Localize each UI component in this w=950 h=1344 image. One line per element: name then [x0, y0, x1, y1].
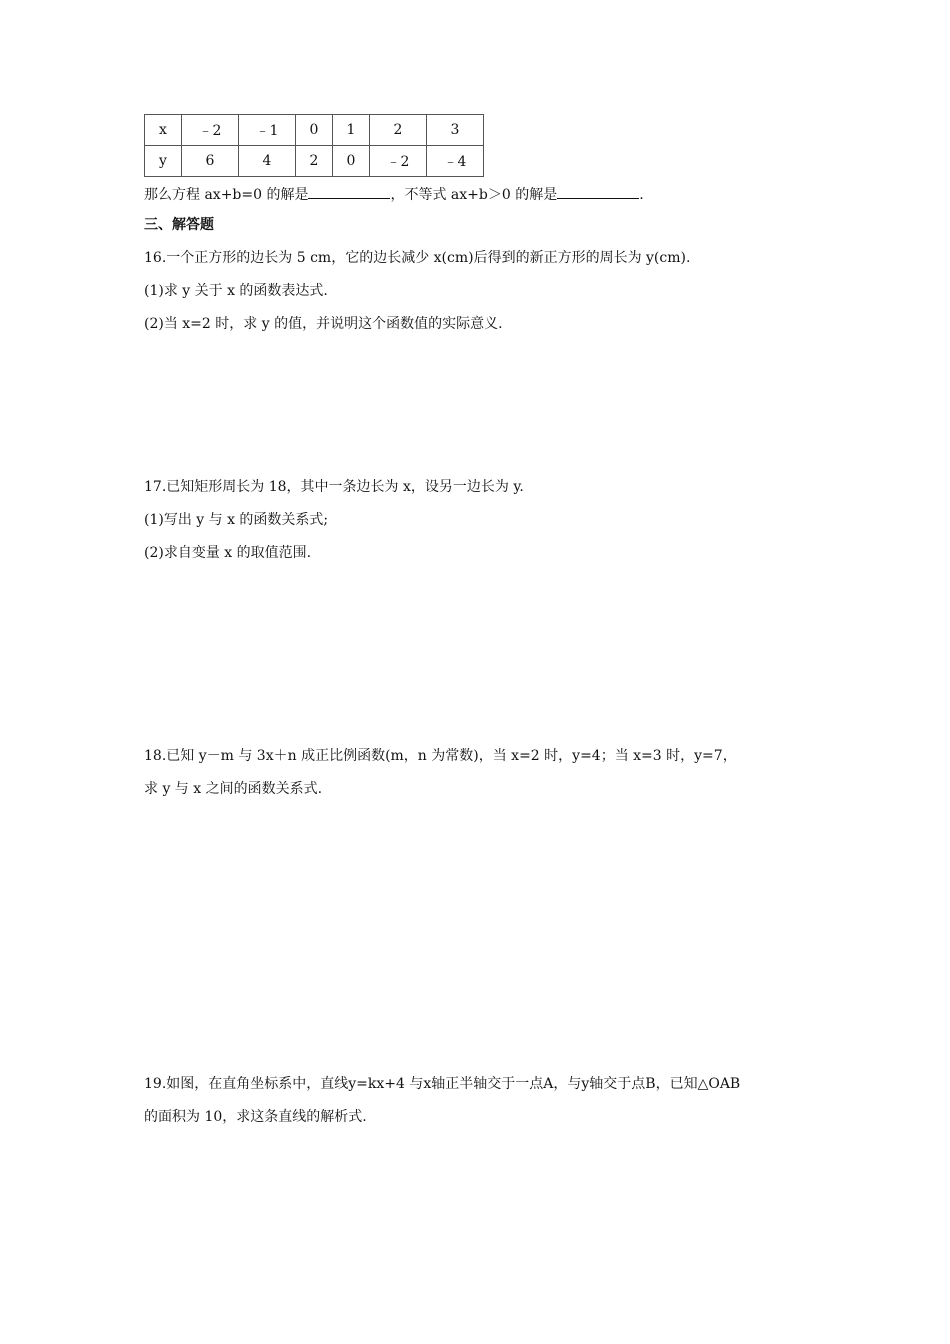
- q19-line1: 19.如图，在直角坐标系中，直线y=kx+4 与x轴正半轴交于一点A，与y轴交于点B，已知△OAB: [144, 1076, 741, 1092]
- q16-sub1: (1)求 y 关于 x 的函数表达式.: [144, 283, 328, 299]
- value-table: [144, 114, 484, 177]
- table-cell: 0: [296, 115, 333, 146]
- table-cell: 2: [296, 146, 333, 177]
- table-row-y: [145, 146, 484, 177]
- q18-line2: 求 y 与 x 之间的函数关系式.: [144, 781, 323, 797]
- q17-sub2: (2)求自变量 x 的取值范围.: [144, 545, 312, 561]
- answer-blank-1: [308, 184, 390, 199]
- q16-sub2: (2)当 x=2 时，求 y 的值，并说明这个函数值的实际意义.: [144, 316, 503, 332]
- q17-stem: 17.已知矩形周长为 18，其中一条边长为 x，设另一边长为 y.: [144, 479, 524, 495]
- q19-line2: 的面积为 10，求这条直线的解析式.: [144, 1109, 367, 1125]
- table-cell: ﹣2: [182, 115, 239, 146]
- section-heading: 三、解答题: [144, 217, 214, 233]
- table-cell: ﹣1: [239, 115, 296, 146]
- fill-blank-question: [144, 184, 644, 205]
- table-cell: 0: [333, 146, 370, 177]
- table-cell: ﹣4: [427, 146, 484, 177]
- fill-blank-text-1: 那么方程 ax+b=0 的解是: [144, 187, 309, 203]
- q16-stem: 16.一个正方形的边长为 5 cm，它的边长减少 x(cm)后得到的新正方形的周长为 y(cm).: [144, 250, 691, 266]
- table-cell: 2: [370, 115, 427, 146]
- fill-blank-text-2: ，不等式 ax+b＞0 的解是: [390, 187, 558, 203]
- table-cell: 4: [239, 146, 296, 177]
- q18-line1: 18.已知 y－m 与 3x＋n 成正比例函数(m，n 为常数)，当 x=2 时，y=4；当 x=3 时，y=7，: [144, 748, 737, 764]
- table-row-x: [145, 115, 484, 146]
- fill-blank-text-3: .: [639, 187, 644, 203]
- table-cell: 3: [427, 115, 484, 146]
- row-label: x: [145, 115, 182, 146]
- table-cell: 6: [182, 146, 239, 177]
- table-cell: ﹣2: [370, 146, 427, 177]
- row-label: y: [145, 146, 182, 177]
- answer-blank-2: [557, 184, 639, 199]
- table-cell: 1: [333, 115, 370, 146]
- q17-sub1: (1)写出 y 与 x 的函数关系式;: [144, 512, 329, 528]
